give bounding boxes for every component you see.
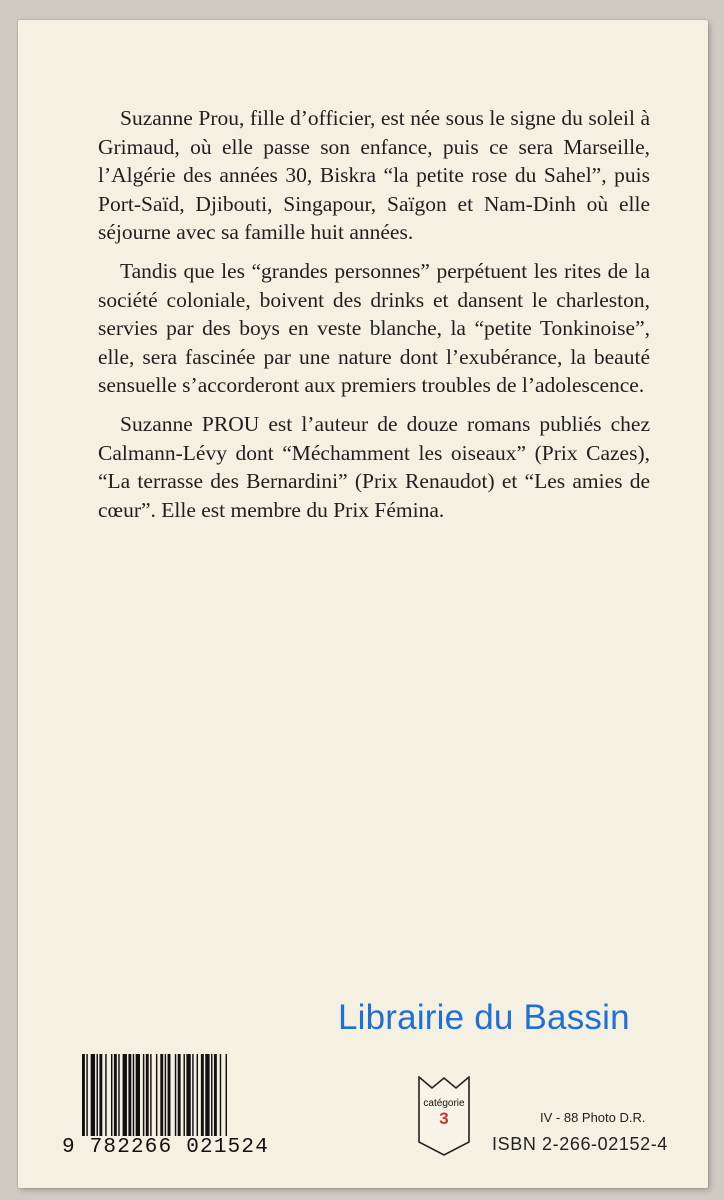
back-cover-blurb (98, 104, 650, 534)
blurb-paragraph-1: Suzanne Prou, fille d’officier, est née sous le signe du soleil à Grimaud, où elle passe son enfance, puis ce sera Marseille, l’Algérie des années 30, Biskra “la petite rose du Sahel”, puis Port-Saïd, Djibouti, Singapour, Saïgon et Nam-Dinh où elle séjourne avec sa famille huit années. (98, 106, 650, 245)
photo-credit: IV - 88 Photo D.R. (540, 1110, 646, 1125)
isbn-number: ISBN 2-266-02152-4 (492, 1134, 668, 1154)
bookseller-watermark: Librairie du Bassin (338, 998, 630, 1037)
isbn-barcode (62, 1054, 292, 1164)
category-badge (418, 1076, 470, 1156)
blurb-paragraph-3: Suzanne PROU est l’auteur de douze romans publiés chez Calmann-Lévy dont “Méchamment les oiseaux” (Prix Cazes), “La terrasse des Bernardini” (Prix Renaudot) et “Les amies de cœur”. Elle est membre du Prix Fémina. (98, 411, 650, 522)
barcode-bars-icon (82, 1054, 282, 1136)
barcode-digits: 9 782266 021524 (62, 1136, 270, 1159)
blurb-paragraph-2: Tandis que les “grandes personnes” perpétuent les rites de la société coloniale, boivent des drinks et dansent le charleston, servies par des boys en veste blanche, la “petite Tonkinoise”, elle, sera fascinée par une nature dont l’exubérance, la beauté sensuelle s’accorderont aux premiers troubles de l’adolescence. (98, 258, 650, 398)
category-number: 3 (439, 1109, 449, 1128)
category-label: catégorie (423, 1098, 465, 1109)
